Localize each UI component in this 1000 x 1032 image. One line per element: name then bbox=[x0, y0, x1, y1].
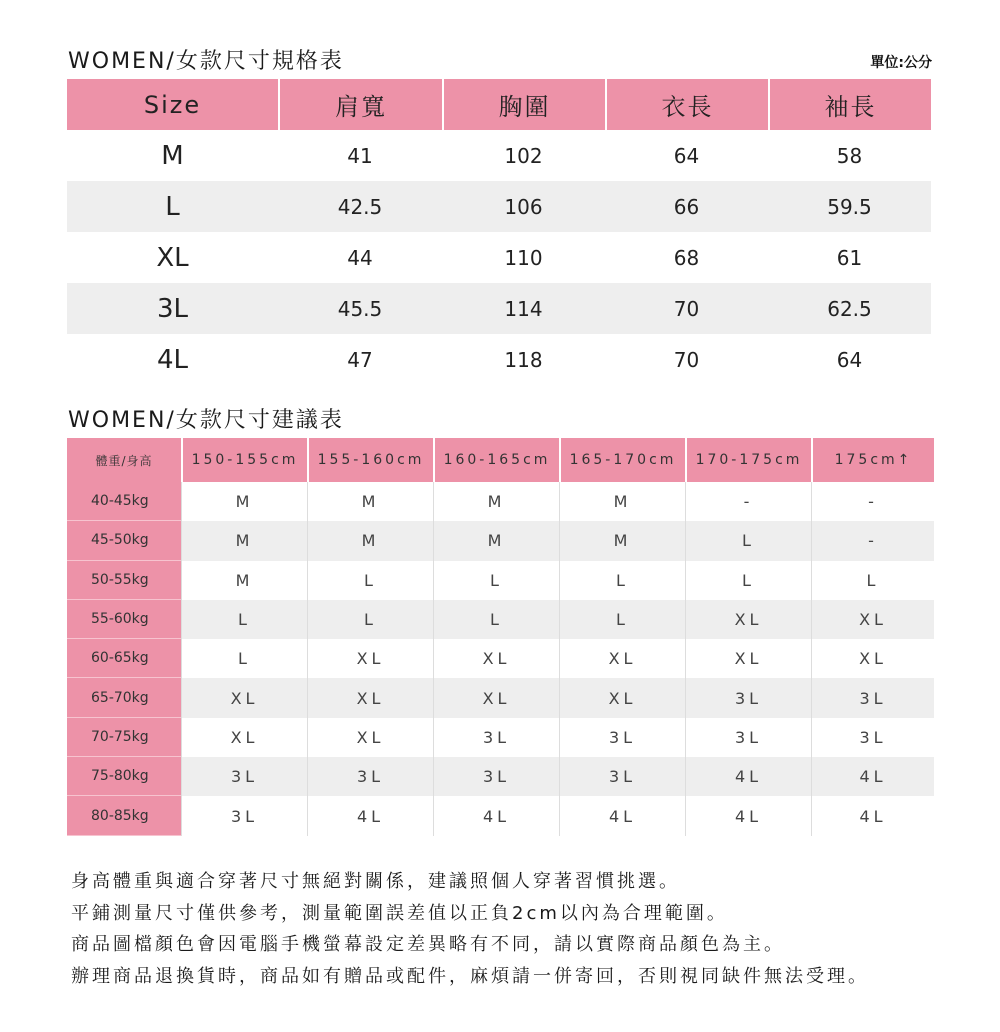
size-cell: 3L bbox=[181, 757, 307, 796]
shoulder-cell: 41 bbox=[347, 143, 373, 168]
sleeve-cell: 62.5 bbox=[827, 296, 872, 321]
table-row bbox=[67, 283, 931, 334]
size-cell: - bbox=[811, 482, 934, 521]
header-height: 175cm↑ bbox=[811, 438, 934, 482]
weight-cell: 55-60kg bbox=[67, 600, 181, 639]
spec-table-title: WOMEN/女款尺寸規格表 bbox=[68, 49, 344, 74]
size-recommendation-table bbox=[67, 438, 934, 836]
size-cell: XL bbox=[811, 639, 934, 678]
shoulder-cell: 42.5 bbox=[337, 194, 383, 219]
table-row bbox=[67, 482, 934, 521]
sleeve-cell: 61 bbox=[836, 245, 863, 270]
size-cell: 4L bbox=[559, 796, 685, 835]
size-cell: 4L bbox=[685, 757, 811, 796]
table-row bbox=[67, 521, 934, 560]
note-line: 辦理商品退換貨時，商品如有贈品或配件，麻煩請一併寄回，否則視同缺件無法受理。 bbox=[71, 965, 869, 987]
header-height: 160-165cm bbox=[433, 438, 559, 482]
size-cell: 4L bbox=[685, 796, 811, 835]
length-cell: 68 bbox=[673, 245, 700, 270]
size-cell: - bbox=[685, 482, 811, 521]
size-cell: XL bbox=[433, 639, 559, 678]
header-shoulder: 肩寬 bbox=[278, 79, 442, 130]
header-length: 衣長 bbox=[605, 79, 768, 130]
size-cell: M bbox=[307, 521, 433, 560]
size-cell: 3L bbox=[181, 796, 307, 835]
length-cell: 70 bbox=[673, 347, 700, 372]
size-cell: L bbox=[559, 600, 685, 639]
note-line: 商品圖檔顏色會因電腦手機螢幕設定差異略有不同，請以實際商品顏色為主。 bbox=[71, 934, 785, 955]
size-cell: XL bbox=[307, 678, 433, 717]
size-cell: 3L bbox=[685, 718, 811, 757]
unit-label: 單位:公分 bbox=[870, 55, 932, 71]
chest-cell: 110 bbox=[504, 245, 543, 270]
size-cell: 4L bbox=[307, 796, 433, 835]
size-cell: 3L bbox=[811, 678, 934, 717]
size-cell: 4L bbox=[156, 344, 189, 375]
size-spec-table bbox=[67, 79, 931, 385]
note-line: 平鋪測量尺寸僅供參考，測量範圍誤差值以正負2cm以內為合理範圍。 bbox=[71, 902, 728, 924]
sleeve-cell: 59.5 bbox=[827, 194, 872, 219]
spec-table-header bbox=[67, 79, 931, 130]
size-cell: 3L bbox=[685, 678, 811, 717]
size-cell: 4L bbox=[811, 796, 934, 835]
shoulder-cell: 45.5 bbox=[337, 296, 383, 321]
size-cell: XL bbox=[811, 600, 934, 639]
weight-cell: 45-50kg bbox=[67, 521, 181, 560]
note-line: 身高體重與適合穿著尺寸無絕對關係，建議照個人穿著習慣挑選。 bbox=[71, 871, 680, 892]
header-height: 170-175cm bbox=[685, 438, 811, 482]
chest-cell: 102 bbox=[504, 143, 543, 168]
weight-cell: 65-70kg bbox=[67, 678, 181, 717]
size-cell: 4L bbox=[433, 796, 559, 835]
chest-cell: 106 bbox=[504, 194, 543, 219]
header-chest: 胸圍 bbox=[442, 79, 605, 130]
size-cell: 3L bbox=[156, 293, 189, 324]
size-cell: M bbox=[181, 561, 307, 600]
size-cell: L bbox=[685, 521, 811, 560]
table-row bbox=[67, 757, 934, 796]
size-cell: - bbox=[811, 521, 934, 560]
size-cell: M bbox=[181, 521, 307, 560]
header-height: 150-155cm bbox=[181, 438, 307, 482]
chest-cell: 118 bbox=[504, 347, 543, 372]
size-cell: L bbox=[165, 191, 180, 222]
size-cell: L bbox=[307, 600, 433, 639]
size-cell: XL bbox=[559, 639, 685, 678]
size-cell: M bbox=[559, 482, 685, 521]
table-row bbox=[67, 181, 931, 232]
size-cell: XL bbox=[181, 718, 307, 757]
table-row bbox=[67, 232, 931, 283]
size-cell: M bbox=[559, 521, 685, 560]
size-cell: L bbox=[685, 561, 811, 600]
sleeve-cell: 64 bbox=[836, 347, 863, 372]
size-cell: 3L bbox=[433, 718, 559, 757]
length-cell: 64 bbox=[673, 143, 700, 168]
size-cell: 3L bbox=[307, 757, 433, 796]
size-cell: XL bbox=[181, 678, 307, 717]
table-row bbox=[67, 796, 934, 835]
weight-cell: 70-75kg bbox=[67, 718, 181, 757]
weight-cell: 75-80kg bbox=[67, 757, 181, 796]
size-cell: L bbox=[433, 600, 559, 639]
header-sleeve: 袖長 bbox=[768, 79, 931, 130]
header-height: 165-170cm bbox=[559, 438, 685, 482]
chest-cell: 114 bbox=[504, 296, 543, 321]
table-row bbox=[67, 639, 934, 678]
shoulder-cell: 47 bbox=[347, 347, 373, 372]
length-cell: 66 bbox=[673, 194, 700, 219]
size-cell: L bbox=[181, 600, 307, 639]
sleeve-cell: 58 bbox=[836, 143, 863, 168]
size-cell: XL bbox=[685, 600, 811, 639]
table-row bbox=[67, 600, 934, 639]
length-cell: 70 bbox=[673, 296, 700, 321]
size-cell: L bbox=[433, 561, 559, 600]
size-cell: 4L bbox=[811, 757, 934, 796]
header-height: 155-160cm bbox=[307, 438, 433, 482]
rec-table-header bbox=[67, 438, 934, 482]
table-row bbox=[67, 561, 934, 600]
size-cell: M bbox=[307, 482, 433, 521]
size-cell: 3L bbox=[811, 718, 934, 757]
rec-table-title: WOMEN/女款尺寸建議表 bbox=[68, 408, 344, 433]
table-row bbox=[67, 130, 931, 181]
table-row bbox=[67, 678, 934, 717]
size-cell: L bbox=[307, 561, 433, 600]
size-cell: XL bbox=[433, 678, 559, 717]
header-weight-height: 體重/身高 bbox=[67, 438, 181, 482]
size-cell: 3L bbox=[433, 757, 559, 796]
size-cell: XL bbox=[559, 678, 685, 717]
size-cell: L bbox=[811, 561, 934, 600]
size-cell: L bbox=[181, 639, 307, 678]
size-cell: XL bbox=[307, 639, 433, 678]
table-row bbox=[67, 334, 931, 385]
size-cell: XL bbox=[307, 718, 433, 757]
size-cell: L bbox=[559, 561, 685, 600]
weight-cell: 40-45kg bbox=[67, 482, 181, 521]
notes-section bbox=[71, 866, 869, 992]
size-cell: 3L bbox=[559, 757, 685, 796]
shoulder-cell: 44 bbox=[347, 245, 373, 270]
size-cell: 3L bbox=[559, 718, 685, 757]
size-cell: M bbox=[161, 140, 184, 171]
weight-cell: 60-65kg bbox=[67, 639, 181, 678]
size-cell: XL bbox=[685, 639, 811, 678]
header-size: Size bbox=[143, 90, 202, 119]
weight-cell: 50-55kg bbox=[67, 561, 181, 600]
size-cell: M bbox=[433, 521, 559, 560]
size-cell: XL bbox=[156, 242, 189, 273]
table-row bbox=[67, 718, 934, 757]
size-cell: M bbox=[181, 482, 307, 521]
size-cell: M bbox=[433, 482, 559, 521]
weight-cell: 80-85kg bbox=[67, 796, 181, 835]
